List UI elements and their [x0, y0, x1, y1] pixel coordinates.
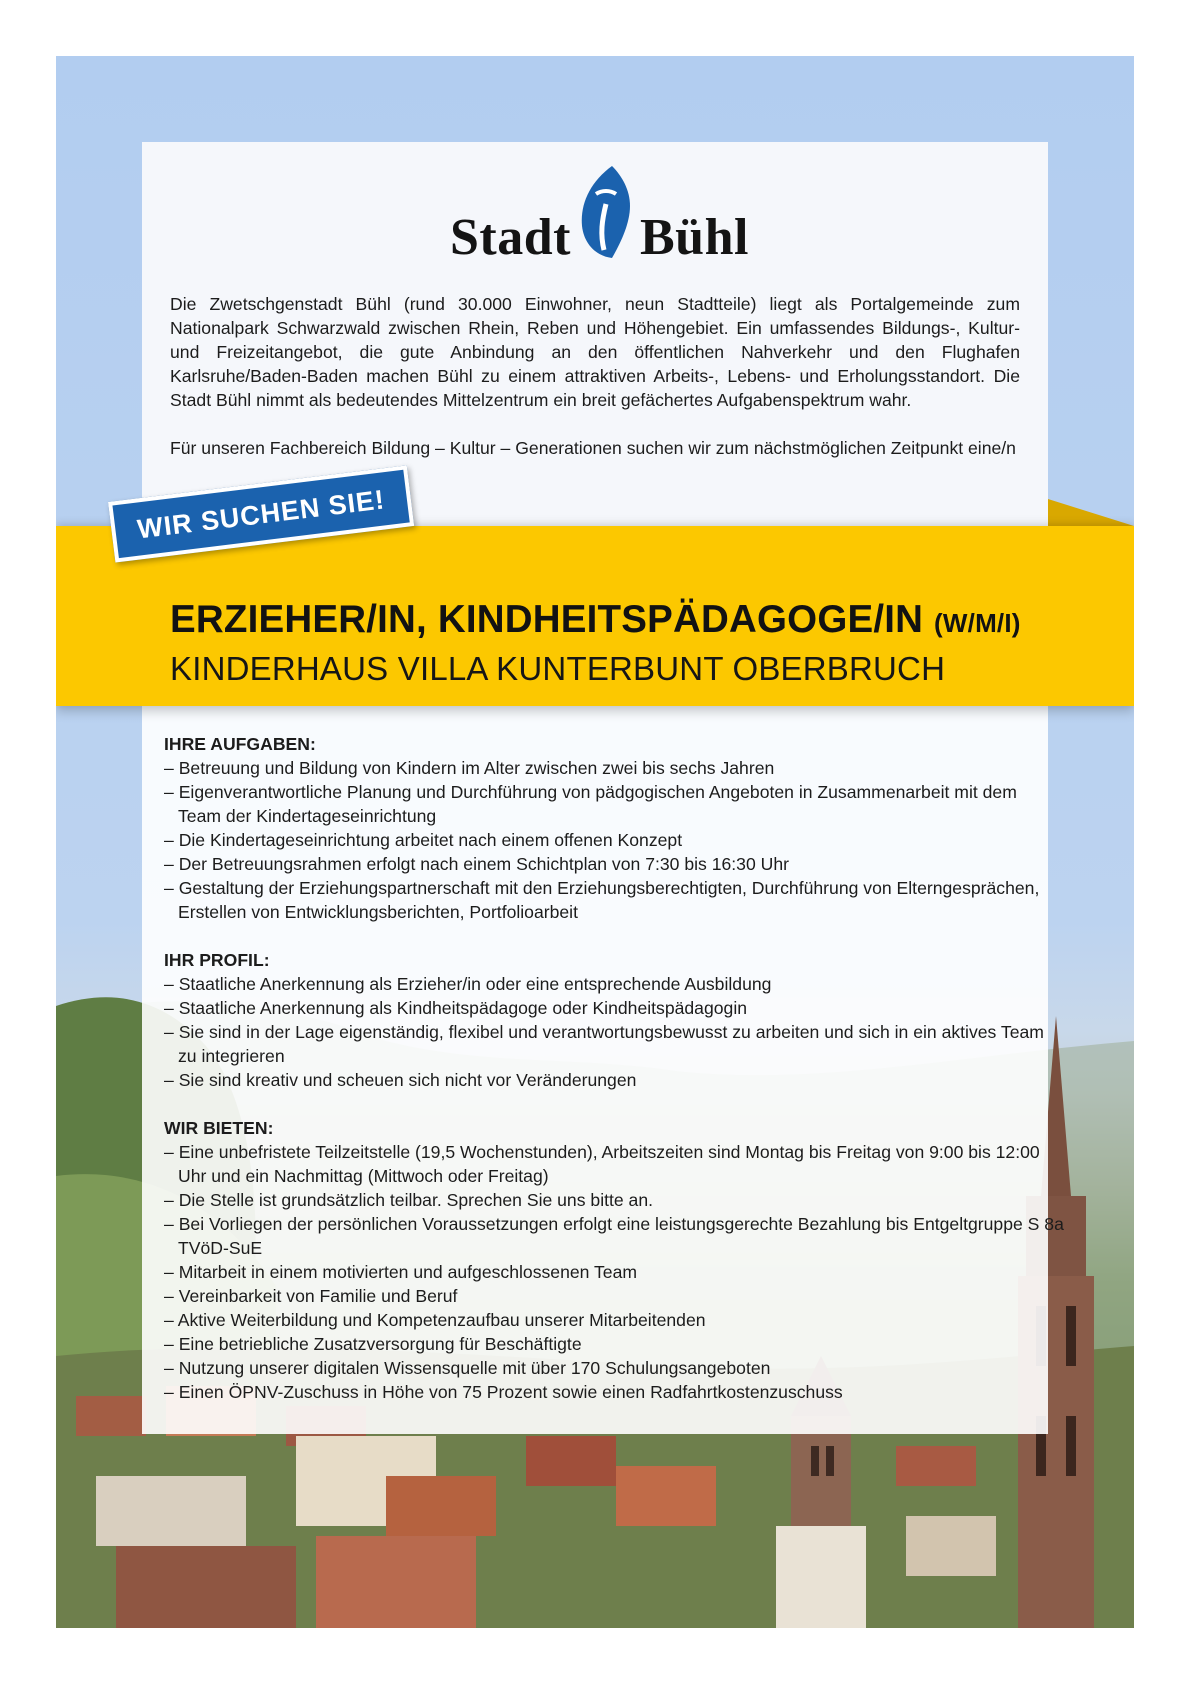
- job-details: [164, 732, 1064, 1404]
- section-profil: [164, 948, 1064, 1092]
- section-heading: WIR BIETEN:: [164, 1118, 274, 1138]
- list-item: – Mitarbeit in einem motivierten und aufgeschlossenen Team: [164, 1260, 1064, 1284]
- list-item: – Die Stelle ist grundsätzlich teilbar. Sprechen Sie uns bitte an.: [164, 1188, 1064, 1212]
- list-item: – Eine betriebliche Zusatzversorgung für Beschäftigte: [164, 1332, 1064, 1356]
- intro-text: [170, 292, 1020, 460]
- list-item: – Eigenverantwortliche Planung und Durchführung von pädgogischen Angeboten in Zusammenarbeit mit dem Team der Kindertageseinrichtung: [164, 780, 1064, 828]
- section-list: [164, 1140, 1064, 1404]
- job-title: [170, 598, 1021, 642]
- intro-paragraph: Die Zwetschgenstadt Bühl (rund 30.000 Einwohner, neun Stadtteile) liegt als Portalgemeinde zum Nationalpark Schwarzwald zwischen Rhein, Reben und Höhengebiet. Ein umfassendes Bildungs-, Kultur- und Freizeitangebot, die gute Anbindung an den öffentlichen Nahverkehr und den Flughafen Karlsruhe/Baden-Baden machen Bühl zu einem attraktiven Arbeits-, Lebens- und Erholungsstandort. Die Stadt Bühl nimmt als bedeutendes Mittelzentrum ein breit gefächertes Aufgabenspektrum wahr.: [170, 294, 1020, 410]
- list-item: – Sie sind kreativ und scheuen sich nicht vor Veränderungen: [164, 1068, 1064, 1092]
- list-item: – Aktive Weiterbildung und Kompetenzaufbau unserer Mitarbeitenden: [164, 1308, 1064, 1332]
- job-location: KINDERHAUS VILLA KUNTERBUNT OBERBRUCH: [170, 650, 946, 687]
- list-item: – Vereinbarkeit von Familie und Beruf: [164, 1284, 1064, 1308]
- section-aufgaben: [164, 732, 1064, 924]
- banner-fold-right: [1048, 499, 1134, 529]
- logo-mark-icon: [572, 164, 638, 260]
- section-heading: IHR PROFIL:: [164, 950, 270, 970]
- logo-word-right: Bühl: [640, 209, 749, 266]
- job-poster: [56, 56, 1134, 1628]
- section-list: [164, 756, 1064, 924]
- list-item: – Die Kindertageseinrichtung arbeitet nach einem offenen Konzept: [164, 828, 1064, 852]
- list-item: – Der Betreuungsrahmen erfolgt nach einem Schichtplan von 7:30 bis 16:30 Uhr: [164, 852, 1064, 876]
- section-bieten: [164, 1116, 1064, 1404]
- list-item: – Betreuung und Bildung von Kindern im Alter zwischen zwei bis sechs Jahren: [164, 756, 1064, 780]
- intro-paragraph: Für unseren Fachbereich Bildung – Kultur – Generationen suchen wir zum nächstmöglichen Zeitpunkt eine/n: [170, 438, 1016, 458]
- list-item: – Staatliche Anerkennung als Erzieher/in oder eine entsprechende Ausbildung: [164, 972, 1064, 996]
- list-item: – Nutzung unserer digitalen Wissensquelle mit über 170 Schulungsangeboten: [164, 1356, 1064, 1380]
- job-title-suffix: (W/M/I): [934, 608, 1021, 638]
- list-item: – Sie sind in der Lage eigenständig, flexibel und verantwortungsbewusst zu arbeiten und sich in ein aktives Team zu integrieren: [164, 1020, 1064, 1068]
- section-heading: IHRE AUFGABEN:: [164, 734, 316, 754]
- section-list: [164, 972, 1064, 1092]
- list-item: – Eine unbefristete Teilzeitstelle (19,5 Wochenstunden), Arbeitszeiten sind Montag bis Freitag von 9:00 bis 12:00 Uhr und ein Nachmittag (Mittwoch oder Freitag): [164, 1140, 1064, 1188]
- logo-word-left: Stadt: [450, 209, 571, 266]
- list-item: – Einen ÖPNV-Zuschuss in Höhe von 75 Prozent sowie einen Radfahrtkostenzuschuss: [164, 1380, 1064, 1404]
- list-item: – Staatliche Anerkennung als Kindheitspädagoge oder Kindheitspädagogin: [164, 996, 1064, 1020]
- list-item: – Bei Vorliegen der persönlichen Voraussetzungen erfolgt eine leistungsgerechte Bezahlung bis Entgeltgruppe S 8a TVöD-SuE: [164, 1212, 1064, 1260]
- list-item: – Gestaltung der Erziehungspartnerschaft mit den Erziehungsberechtigten, Durchführung von Elterngesprächen, Erstellen von Entwicklungsberichten, Portfolioarbeit: [164, 876, 1064, 924]
- job-title-text: ERZIEHER/IN, KINDHEITSPÄDAGOGE/IN: [170, 598, 924, 641]
- wir-suchen-sie-tag: WIR SUCHEN SIE!: [108, 465, 414, 562]
- stadt-buehl-logo: [142, 164, 1048, 264]
